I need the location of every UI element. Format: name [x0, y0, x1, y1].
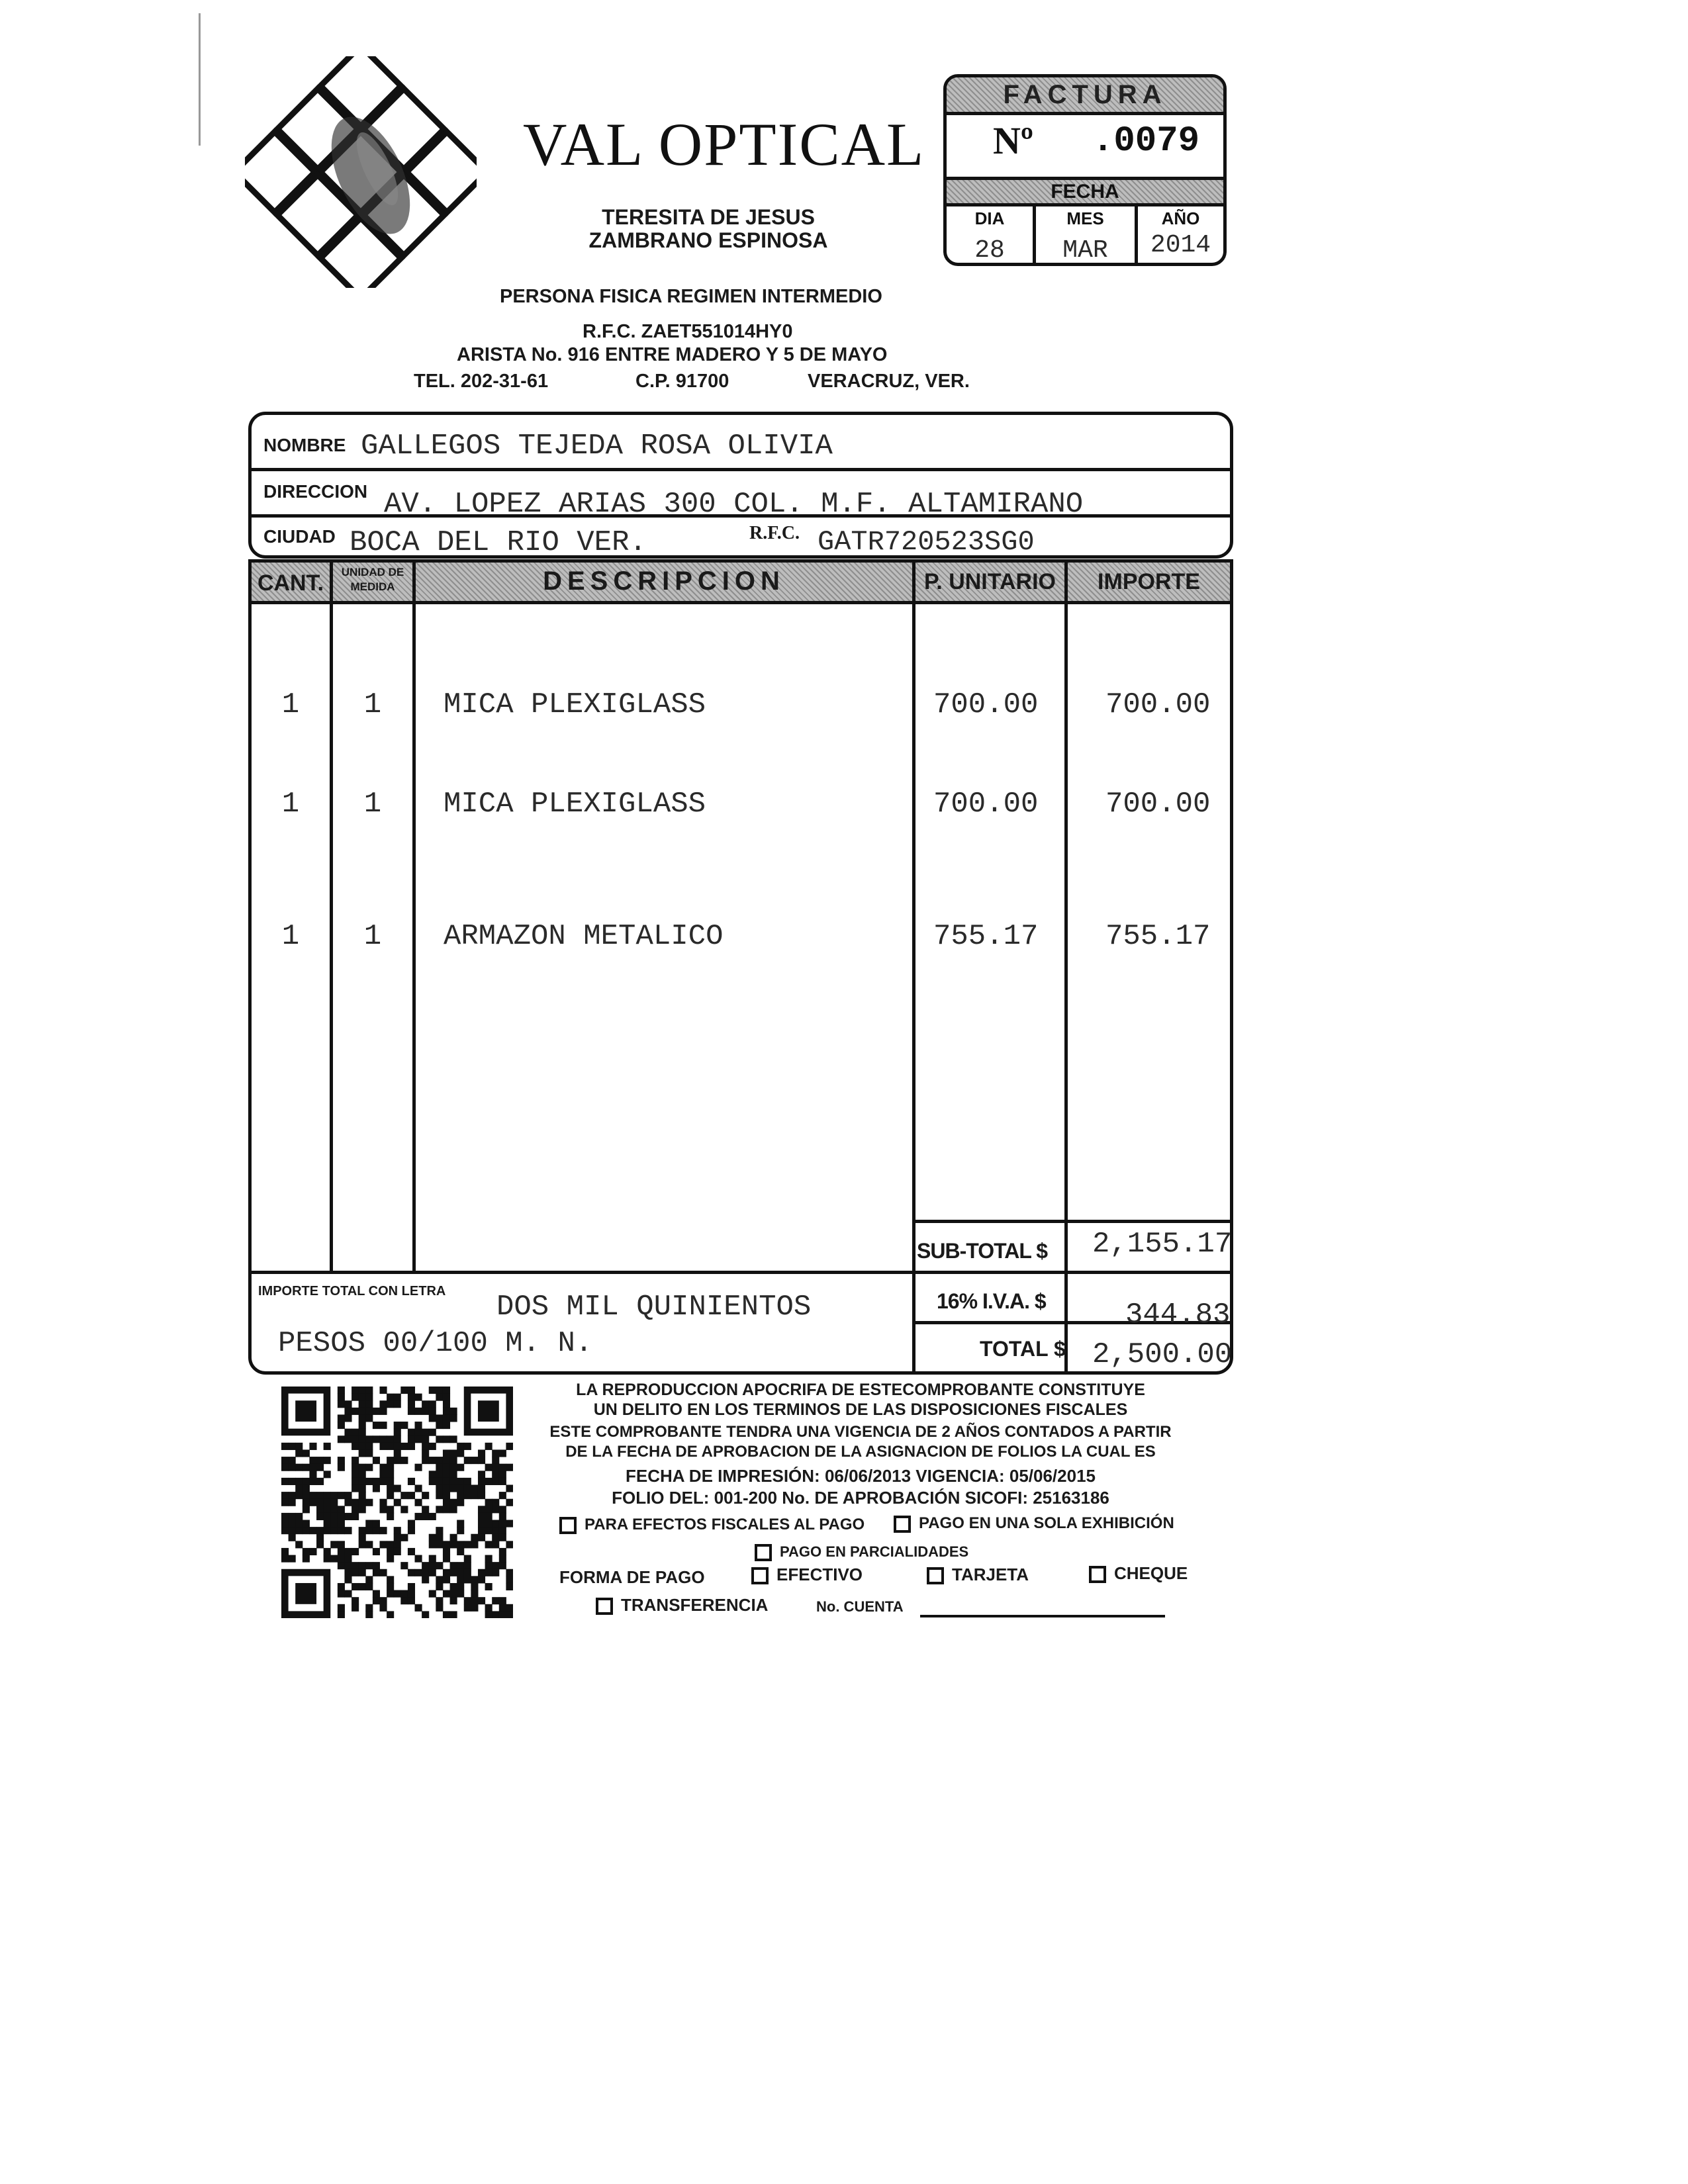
row-p-unitario: 700.00: [933, 788, 1039, 821]
table-row: [252, 788, 1230, 827]
issuer-cp: C.P. 91700: [635, 371, 729, 392]
legal-line5: FECHA DE IMPRESIÓN: 06/06/2013 VIGENCIA: 05/06/2015: [626, 1466, 1096, 1486]
una-sola-exhibicion-option: [894, 1514, 1174, 1533]
efectivo-label: EFECTIVO: [776, 1565, 863, 1584]
importe-letra-line1: DOS MIL QUINIENTOS: [496, 1291, 812, 1324]
header-importe: IMPORTE: [1098, 569, 1200, 594]
cheque-option: [1089, 1563, 1188, 1584]
scan-edge-line: [199, 13, 201, 146]
legal-line2: UN DELITO EN LOS TERMINOS DE LAS DISPOSICIONES FISCALES: [593, 1400, 1128, 1419]
legal-line6: FOLIO DEL: 001-200 No. DE APROBACIÓN SICOFI: 25163186: [612, 1488, 1109, 1508]
row-importe: 755.17: [1105, 920, 1211, 953]
brand-name: VAL OPTICAL: [523, 111, 925, 178]
parcialidades-label: PAGO EN PARCIALIDADES: [780, 1543, 969, 1560]
ano-value: 2014: [1150, 231, 1211, 259]
qr-code-icon: [281, 1387, 513, 1618]
nombre-label: NOMBRE: [263, 435, 346, 455]
issuer-city: VERACRUZ, VER.: [808, 371, 970, 392]
logo-icon: [245, 56, 477, 288]
regime-text: PERSONA FISICA REGIMEN INTERMEDIO: [500, 286, 882, 307]
forma-pago-label: FORMA DE PAGO: [559, 1567, 705, 1587]
row-unidad: 1: [363, 688, 382, 721]
invoice-box: [943, 74, 1227, 266]
legal-line4: DE LA FECHA DE APROBACION DE LA ASIGNACION DE FOLIOS LA CUAL ES: [565, 1443, 1156, 1461]
importe-letra-line2: PESOS 00/100 M. N.: [278, 1327, 593, 1360]
row-cant: 1: [281, 920, 300, 953]
ciudad-label: CIUDAD: [263, 526, 336, 547]
ciudad-value: BOCA DEL RIO VER.: [350, 526, 647, 559]
total-value: 2,500.00: [1092, 1338, 1233, 1371]
iva-value: 344.83: [1125, 1298, 1231, 1332]
una-sola-exhibicion-label: PAGO EN UNA SOLA EXHIBICIÓN: [919, 1514, 1174, 1532]
issuer-rfc: R.F.C. ZAET551014HY0: [583, 321, 793, 342]
mes-label: MES: [1066, 208, 1104, 228]
header-p-unitario: P. UNITARIO: [924, 569, 1056, 594]
row-importe: 700.00: [1105, 688, 1211, 721]
cliente-rfc-value: GATR720523SG0: [818, 526, 1035, 558]
total-label: TOTAL $: [980, 1337, 1066, 1361]
tarjeta-option: [927, 1565, 1029, 1585]
tarjeta-label: TARJETA: [952, 1565, 1029, 1584]
fecha-label: FECHA: [947, 180, 1223, 204]
dia-value: 28: [974, 236, 1005, 265]
header-descripcion: DESCRIPCION: [543, 567, 785, 596]
row-p-unitario: 755.17: [933, 920, 1039, 953]
invoice-number: .0079: [1092, 121, 1200, 161]
header-unidad: UNIDAD DE MEDIDA: [341, 566, 404, 593]
ano-label: AÑO: [1161, 208, 1200, 228]
row-descripcion: MICA PLEXIGLASS: [444, 688, 706, 721]
row-cant: 1: [281, 688, 300, 721]
cheque-label: CHEQUE: [1114, 1563, 1188, 1583]
table-row: [252, 688, 1230, 728]
owner-name-line1: TERESITA DE JESUS: [602, 205, 815, 229]
efectivo-option: [751, 1565, 863, 1585]
row-importe: 700.00: [1105, 788, 1211, 821]
nombre-value: GALLEGOS TEJEDA ROSA OLIVIA: [361, 430, 833, 463]
owner-name-line2: ZAMBRANO ESPINOSA: [588, 228, 828, 252]
cuenta-field[interactable]: [920, 1615, 1165, 1617]
items-table: [248, 559, 1233, 1375]
dia-label: DIA: [974, 208, 1005, 228]
customer-box: [248, 412, 1233, 559]
transferencia-checkbox[interactable]: [596, 1598, 613, 1615]
subtotal-value: 2,155.17: [1092, 1228, 1233, 1261]
efectivo-checkbox[interactable]: [751, 1567, 769, 1584]
row-cant: 1: [281, 788, 300, 821]
row-descripcion: MICA PLEXIGLASS: [444, 788, 706, 821]
efectos-fiscales-checkbox[interactable]: [559, 1517, 577, 1534]
legal-line3: ESTE COMPROBANTE TENDRA UNA VIGENCIA DE 2 AÑOS CONTADOS A PARTIR: [549, 1423, 1172, 1441]
importe-letra-label: IMPORTE TOTAL CON LETRA: [258, 1284, 446, 1298]
una-sola-exhibicion-checkbox[interactable]: [894, 1516, 911, 1533]
issuer-address: ARISTA No. 916 ENTRE MADERO Y 5 DE MAYO: [457, 344, 888, 365]
direccion-label: DIRECCION: [263, 481, 368, 502]
invoice-title: FACTURA: [947, 77, 1223, 112]
efectos-fiscales-option: [559, 1516, 865, 1534]
table-row: [252, 920, 1230, 960]
iva-label: 16% I.V.A. $: [937, 1289, 1046, 1313]
direccion-value: AV. LOPEZ ARIAS 300 COL. M.F. ALTAMIRANO: [384, 488, 1084, 521]
header-cant: CANT.: [257, 570, 324, 596]
transferencia-label: TRANSFERENCIA: [621, 1595, 769, 1615]
row-p-unitario: 700.00: [933, 688, 1039, 721]
legal-line1: LA REPRODUCCION APOCRIFA DE ESTECOMPROBANTE CONSTITUYE: [576, 1381, 1145, 1399]
tarjeta-checkbox[interactable]: [927, 1567, 944, 1584]
row-descripcion: ARMAZON METALICO: [444, 920, 724, 953]
subtotal-label: SUB-TOTAL $: [917, 1239, 1048, 1263]
cheque-checkbox[interactable]: [1089, 1566, 1106, 1583]
cuenta-label: No. CUENTA: [816, 1598, 904, 1615]
parcialidades-option: [755, 1543, 968, 1561]
efectos-fiscales-label: PARA EFECTOS FISCALES AL PAGO: [585, 1516, 865, 1533]
row-unidad: 1: [363, 920, 382, 953]
row-unidad: 1: [363, 788, 382, 821]
cliente-rfc-label: R.F.C.: [749, 523, 800, 543]
invoice-no-label: Nº: [993, 119, 1034, 162]
parcialidades-checkbox[interactable]: [755, 1544, 772, 1561]
issuer-tel: TEL. 202-31-61: [414, 371, 549, 392]
mes-value: MAR: [1062, 236, 1108, 265]
transferencia-option: [596, 1595, 768, 1615]
